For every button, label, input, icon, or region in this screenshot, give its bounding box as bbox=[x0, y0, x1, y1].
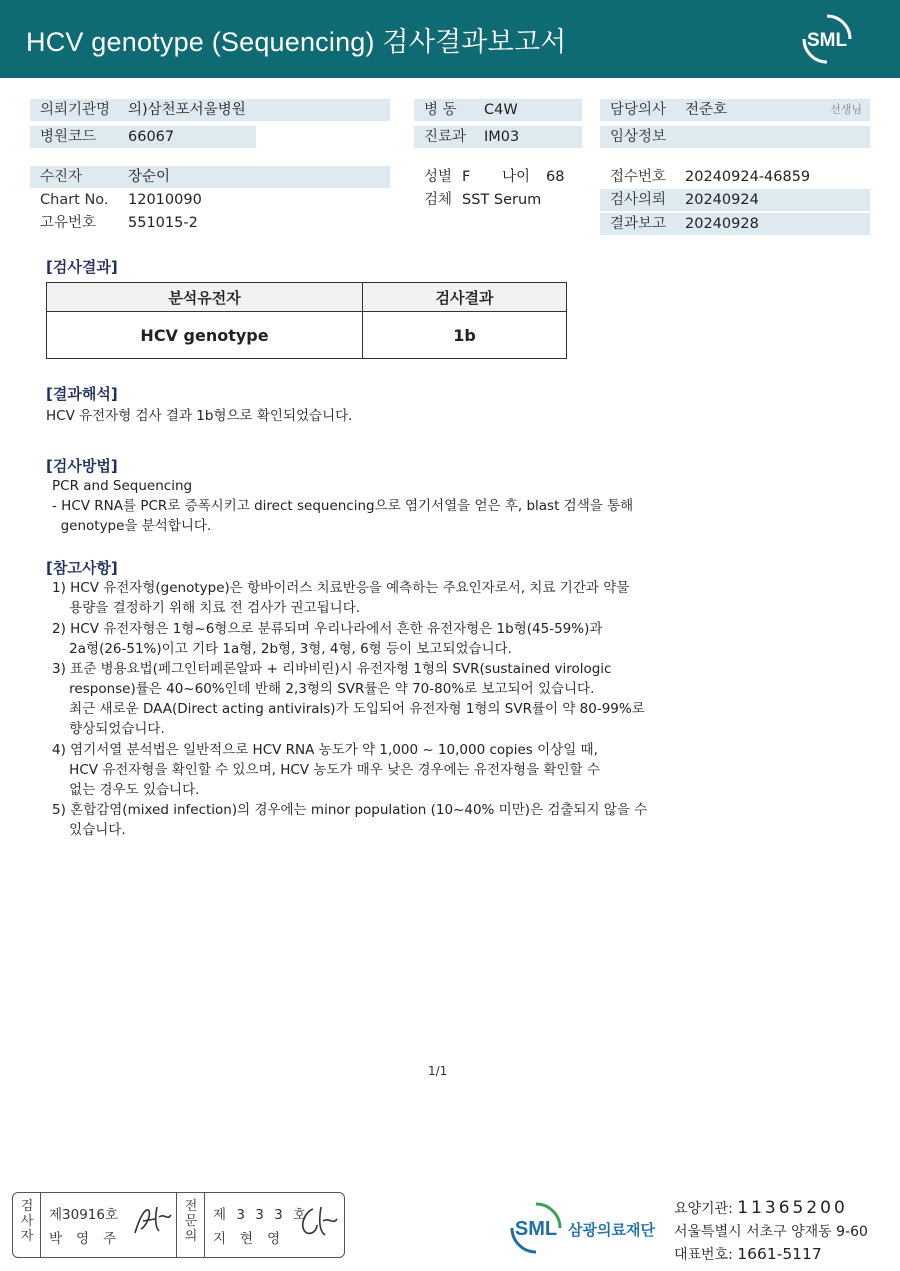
request-date-value: 20240924 bbox=[685, 192, 759, 208]
patient-row bbox=[30, 166, 390, 188]
clinical-info-label: 임상정보 bbox=[610, 129, 667, 145]
reference-line: 2) HCV 유전자형은 1형~6형으로 분류되며 우리나라에서 흔한 유전자형은 1b형(45-59%)과 bbox=[52, 621, 603, 637]
report-title: HCV genotype (Sequencing) 검사결과보고서 bbox=[26, 27, 567, 57]
report-header bbox=[0, 0, 900, 78]
reference-line: HCV 유전자형을 확인할 수 있으며, HCV 농도가 매우 낮은 경우에는 유전자형을 확인할 수 bbox=[52, 762, 600, 778]
unique-no-row bbox=[30, 212, 390, 234]
sml-foundation-logo-icon bbox=[508, 1198, 668, 1256]
examiner-label: 검 사 자 bbox=[20, 1199, 34, 1244]
receipt-no-label: 접수번호 bbox=[610, 169, 667, 185]
reference-line: 있습니다. bbox=[52, 822, 126, 838]
result-gene-cell: HCV genotype bbox=[47, 312, 363, 359]
chart-no-label: Chart No. bbox=[40, 192, 109, 208]
doctor-suffix: 선생님 bbox=[830, 103, 862, 116]
patient-value: 장순이 bbox=[128, 169, 171, 185]
specimen-row bbox=[414, 189, 584, 211]
examiner-number: 제30916호 bbox=[49, 1207, 119, 1223]
doctor-value: 전준호 bbox=[685, 102, 728, 118]
results-header-result: 검사결과 bbox=[363, 283, 567, 312]
reference-line: 2a형(26-51%)이고 기타 1a형, 2b형, 3형, 4형, 6형 등이 보고되었습니다. bbox=[52, 641, 512, 657]
phone-number: 1661-5117 bbox=[737, 1245, 822, 1263]
examiner-signature-icon bbox=[131, 1203, 177, 1239]
phone-label: 대표번호 bbox=[674, 1247, 729, 1263]
method-line: genotype을 분석합니다. bbox=[52, 518, 212, 534]
sex-age-row bbox=[414, 166, 584, 188]
age-value: 68 bbox=[546, 169, 565, 185]
table-row bbox=[47, 312, 567, 359]
reference-line: 4) 염기서열 분석법은 일반적으로 HCV RNA 농도가 약 1,000 ~ 10,000 copies 이상일 때, bbox=[52, 742, 598, 758]
method-line: PCR and Sequencing bbox=[52, 478, 193, 494]
result-value-cell: 1b bbox=[363, 312, 567, 359]
hospital-code-row bbox=[30, 126, 256, 148]
specialist-number: 제 3 3 3 호 bbox=[213, 1207, 310, 1223]
results-section-title: [검사결과] bbox=[46, 258, 118, 276]
department-row bbox=[414, 126, 582, 148]
reference-line: response)률은 40~60%인데 반해 2,3형의 SVR률은 약 70-80%로 보고되어 있습니다. bbox=[52, 681, 595, 697]
phone-line: 대표번호: 1661-5117 bbox=[674, 1245, 822, 1263]
report-date-label: 결과보고 bbox=[610, 216, 667, 232]
interpretation-text: HCV 유전자형 검사 결과 1b형으로 확인되었습니다. bbox=[46, 408, 353, 424]
signature-box bbox=[12, 1192, 345, 1258]
reference-line: 없는 경우도 있습니다. bbox=[52, 782, 200, 798]
ward-value: C4W bbox=[484, 102, 518, 118]
ward-label: 병 동 bbox=[424, 102, 457, 118]
specimen-label: 검체 bbox=[424, 192, 453, 208]
request-date-label: 검사의뢰 bbox=[610, 192, 667, 208]
care-number: 11365200 bbox=[737, 1198, 848, 1218]
department-value: IM03 bbox=[484, 129, 520, 145]
chart-no-value: 12010090 bbox=[128, 192, 202, 208]
report-date-row bbox=[600, 213, 870, 235]
interpretation-section-title: [결과해석] bbox=[46, 385, 118, 403]
ward-row bbox=[414, 99, 582, 121]
page-indicator: 1/1 bbox=[428, 1064, 448, 1078]
hospital-code-value: 66067 bbox=[128, 129, 175, 145]
sex-value: F bbox=[462, 169, 471, 185]
svg-text:삼광의료재단: 삼광의료재단 bbox=[568, 1221, 655, 1239]
institution-row bbox=[30, 99, 390, 121]
address-line: 서울특별시 서초구 양재동 9-60 bbox=[674, 1224, 868, 1240]
examiner-name: 박영주 bbox=[49, 1231, 131, 1247]
svg-text:SML: SML bbox=[514, 1218, 558, 1240]
results-table bbox=[46, 282, 567, 359]
hospital-code-label: 병원코드 bbox=[40, 129, 97, 145]
department-label: 진료과 bbox=[424, 129, 467, 145]
specialist-signature-icon bbox=[295, 1203, 341, 1243]
sml-logo-icon bbox=[800, 12, 854, 66]
unique-no-value: 551015-2 bbox=[128, 215, 198, 231]
reference-line: 3) 표준 병용요법(페그인터페론알파 + 리바비린)시 유전자형 1형의 SVR(sustained virologic bbox=[52, 661, 612, 677]
age-label: 나이 bbox=[502, 169, 531, 185]
reference-line: 최근 새로운 DAA(Direct acting antivirals)가 도입되어 유전자형 1형의 SVR률이 약 80-99%로 bbox=[52, 701, 645, 717]
reference-line: 용량을 결정하기 위해 치료 전 검사가 권고됩니다. bbox=[52, 600, 361, 616]
specialist-label: 전 문 의 bbox=[184, 1199, 198, 1244]
reference-line: 향상되었습니다. bbox=[52, 721, 165, 737]
svg-text:SML: SML bbox=[806, 30, 848, 51]
reference-line: 1) HCV 유전자형(genotype)은 항바이러스 치료반응을 예측하는 주요인자로서, 치료 기간과 약물 bbox=[52, 580, 630, 596]
receipt-no-row bbox=[600, 166, 870, 188]
specialist-name: 지현영 bbox=[213, 1231, 295, 1247]
chart-no-row bbox=[30, 189, 390, 211]
care-number-line: 요양기관: 11365200 bbox=[674, 1198, 848, 1218]
clinical-info-row bbox=[600, 126, 870, 148]
report-date-value: 20240928 bbox=[685, 216, 759, 232]
unique-no-label: 고유번호 bbox=[40, 215, 97, 231]
results-header-row bbox=[47, 283, 567, 312]
doctor-label: 담당의사 bbox=[610, 102, 667, 118]
sex-label: 성별 bbox=[424, 169, 453, 185]
receipt-no-value: 20240924-46859 bbox=[685, 169, 811, 185]
specimen-value: SST Serum bbox=[462, 192, 542, 208]
results-header-gene: 분석유전자 bbox=[47, 283, 363, 312]
method-line: - HCV RNA를 PCR로 증폭시키고 direct sequencing으로 염기서열을 얻은 후, blast 검색을 통해 bbox=[52, 498, 634, 514]
doctor-row bbox=[600, 99, 870, 121]
method-section-title: [검사방법] bbox=[46, 457, 118, 475]
care-label: 요양기관 bbox=[674, 1201, 729, 1217]
references-section-title: [참고사항] bbox=[46, 559, 118, 577]
institution-value: 의)삼천포서울병원 bbox=[128, 102, 246, 118]
reference-line: 5) 혼합감염(mixed infection)의 경우에는 minor population (10~40% 미만)은 검출되지 않을 수 bbox=[52, 802, 648, 818]
patient-label: 수진자 bbox=[40, 169, 83, 185]
institution-label: 의뢰기관명 bbox=[40, 102, 111, 118]
request-date-row bbox=[600, 189, 870, 211]
